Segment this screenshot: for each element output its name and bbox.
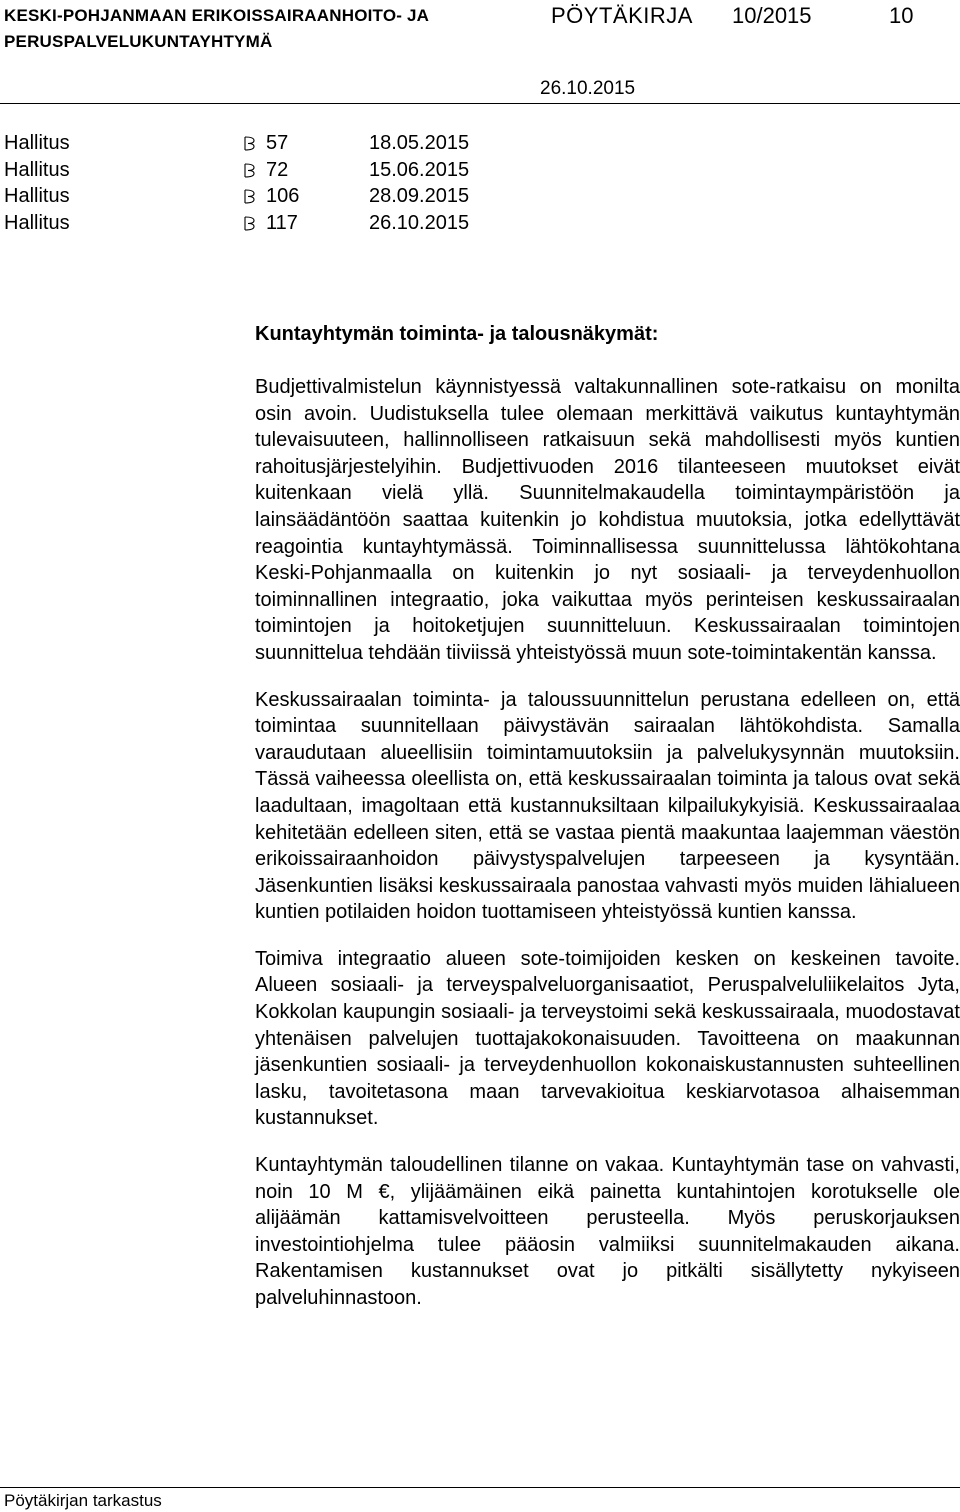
history-item-number: 106 (266, 185, 300, 207)
history-row (4, 157, 704, 184)
meeting-date: 26.10.2015 (540, 78, 636, 99)
footer-review-label: Pöytäkirjan tarkastus (4, 1491, 162, 1510)
organization-name-line2: PERUSPALVELUKUNTAYHTYMÄ (4, 32, 273, 51)
document-header (0, 0, 960, 76)
document-type: PÖYTÄKIRJA (551, 3, 693, 28)
history-date: 26.10.2015 (369, 211, 470, 234)
paragraph: Budjettivalmistelun käynnistyessä valtakunnallinen sote-ratkaisu on monilta osin avoin. Uudistuksella tulee olemaan merkittävä vaikutus kuntayhtymän tulevaisuuteen, hallinnolliseen ratkaisuun sekä mahdollisesti myös kuntien rahoitusjärjestelyihin. Budjettivuoden 2016 tilanteeseen muutokset eivät kuitenkaan vielä yllä. Suunnitelmakaudella toimintaympäristöön ja lainsäädäntöön saattaa kuitenkin jo kohdistua muutoksia, jotka edellyttävät reagointia kuntayhtymässä. Toiminnallisessa suunnittelussa lähtökohtana Keski-Pohjanmaalla on kuitenkin jo nyt sosiaali- ja terveydenhuollon toiminnallinen integraatio, joka vaikuttaa myös perinteisen keskussairaalan toimintojen ja hoitoketjujen suunnitteluun. Keskussairaalan toimintojen suunnittelua tehdään tiiviissä yhteistyössä muun sote-toimintakentän kanssa. (255, 376, 960, 664)
paragraph: Toimiva integraatio alueen sote-toimijoiden kesken on keskeinen tavoite. Alueen sosiaali- ja terveyspalveluorganisaatiot, Peruspalveluliikelaitos Jyta, Kokkolan kaupungin sosiaali- ja terveystoimi sekä keskussairaala, muodostavat yhtenäisen palvelujen tuottajakokonaisuuden. Tavoitteena on maakunnan jäsenkuntien sosiaali- ja terveydenhuollon kokonaiskustannusten suhteellinen lasku, tavoitetasona maan tarvevakioitua keskiarvotasoa alhaisemman kustannukset. (255, 947, 960, 1130)
section-body (255, 374, 960, 1312)
footer-divider (0, 1487, 960, 1488)
section-title: Kuntayhtymän toiminta- ja talousnäkymät: (255, 323, 659, 345)
paragraph-marker-icon (242, 136, 257, 151)
history-body: Hallitus (4, 185, 70, 207)
paragraph: Kuntayhtymän taloudellinen tilanne on vakaa. Kuntayhtymän tase on vahvasti, noin 10 M €, ylijäämäinen eikä painetta kuntahintojen korotukselle ole alijäämän kattamisvelvoitteen perusteella. Myös peruskorjauksen investointiohjelma tulee pääosin valmiiksi suunnitelmakauden aikana. Rakentamisen kustannukset ovat jo pitkälti sisällytetty nykyiseen palveluhinnastoon. (255, 1154, 960, 1309)
page-number: 10 (889, 3, 914, 28)
paragraph: Keskussairaalan toiminta- ja taloussuunnittelun perustana edelleen on, että toimintaa suunnitellaan päivystävän sairaalan lähtökohdista. Samalla varaudutaan alueellisiin toimintamuutoksiin ja palvelukysynnän muutoksiin. Tässä vaiheessa oleellista on, että keskussairaalan toiminta ja talous ovat sekä laadultaan, imagoltaan että kustannuksiltaan kilpailukykyisiä. Keskussairaalaa kehitetään edelleen siten, että se vastaa pientä maakuntaa laajemman väestön erikoissairaanhoidon päivystyspalvelujen tarpeeseen ja kysyntään. Jäsenkuntien lisäksi keskussairaala panostaa vahvasti myös muiden lähialueen kuntien potilaiden hoidon tuottamiseen yhteistyössä kuntien kanssa. (255, 688, 960, 924)
paragraph-marker-icon (242, 216, 257, 231)
main-content (255, 321, 960, 1332)
history-date: 28.09.2015 (369, 185, 470, 207)
history-item-number: 72 (266, 158, 289, 181)
paragraph-marker-icon (242, 163, 257, 178)
history-item-number: 57 (266, 132, 289, 154)
processing-history (4, 130, 704, 236)
history-body: Hallitus (4, 211, 70, 234)
organization-name-line1: KESKI-POHJANMAAN ERIKOISSAIRAANHOITO- JA (4, 6, 430, 25)
document-number: 10/2015 (732, 3, 812, 28)
paragraph-marker-icon (242, 189, 257, 204)
history-item-number: 117 (266, 211, 298, 234)
header-divider (0, 103, 960, 104)
history-body: Hallitus (4, 158, 70, 181)
organization-name (4, 3, 504, 55)
history-row (4, 183, 704, 210)
history-date: 18.05.2015 (369, 132, 470, 154)
history-row (4, 130, 704, 157)
history-body: Hallitus (4, 132, 70, 154)
history-date: 15.06.2015 (369, 158, 470, 181)
history-row (4, 210, 704, 237)
